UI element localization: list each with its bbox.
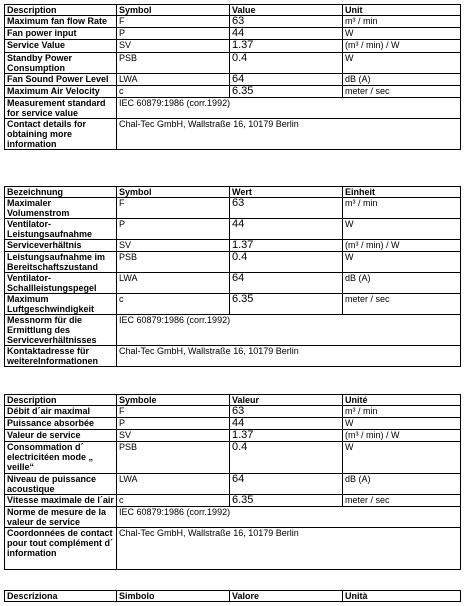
row-description: Maximum Air Velocity <box>5 86 117 98</box>
row-symbol: P <box>117 418 230 430</box>
row-unit: (m³ / min) / W <box>343 240 461 252</box>
row-value: 1.37 <box>230 40 343 53</box>
row-description: Niveau de puissance acoustique <box>5 474 117 495</box>
row-unit: meter / sec <box>343 495 461 507</box>
table-header-row <box>5 187 461 198</box>
table-row <box>5 86 461 98</box>
row-description: Vitesse maximale de l´air <box>5 495 117 507</box>
row-symbol: LWA <box>117 74 230 86</box>
row-value: 64 <box>230 74 343 86</box>
row-symbol: F <box>117 16 230 28</box>
spec-table-french <box>4 394 461 570</box>
row-description: Puissance absorbée <box>5 418 117 430</box>
row-description: Coordonnées de contact pour tout complément d´ information <box>5 528 117 570</box>
header-description: Description <box>5 5 117 16</box>
table-row <box>5 28 461 40</box>
row-description: Consommation d´ electricitéen mode „ veille“ <box>5 442 117 474</box>
row-unit: W <box>343 219 461 240</box>
row-unit: W <box>343 53 461 74</box>
row-unit: W <box>343 28 461 40</box>
row-description: Service Value <box>5 40 117 53</box>
table-row <box>5 74 461 86</box>
table-row <box>5 346 461 367</box>
table-row <box>5 252 461 273</box>
row-description: Maximum fan flow Rate <box>5 16 117 28</box>
row-value: 63 <box>230 16 343 28</box>
row-symbol: SV <box>117 240 230 252</box>
table-row <box>5 273 461 294</box>
spec-table-german <box>4 186 461 367</box>
table-row <box>5 495 461 507</box>
row-unit: m³ / min <box>343 16 461 28</box>
row-symbol: PSB <box>117 252 230 273</box>
row-symbol: P <box>117 219 230 240</box>
spec-table-italian <box>4 590 461 602</box>
row-unit: W <box>343 418 461 430</box>
header-symbol: Symbol <box>117 5 230 16</box>
header-description: Descriziona <box>5 591 117 602</box>
row-unit: (m³ / min) / W <box>343 430 461 442</box>
row-description: Fan Sound Power Level <box>5 74 117 86</box>
table-row <box>5 418 461 430</box>
table-row <box>5 430 461 442</box>
row-description: Débit d´air maximal <box>5 406 117 418</box>
header-value: Valeur <box>230 395 343 406</box>
row-unit: W <box>343 252 461 273</box>
row-span-value: IEC 60879:1986 (corr.1992) <box>117 315 461 346</box>
row-unit: dB (A) <box>343 74 461 86</box>
table-header-row <box>5 395 461 406</box>
row-description: Leistungsaufnahme im Bereitschaftszustand <box>5 252 117 273</box>
table-row <box>5 53 461 74</box>
row-symbol: LWA <box>117 273 230 294</box>
row-description: Serviceverhältnis <box>5 240 117 252</box>
row-value: 64 <box>230 474 343 495</box>
row-value: 6.35 <box>230 86 343 98</box>
table-row <box>5 16 461 28</box>
table-row <box>5 315 461 346</box>
row-unit: meter / sec <box>343 86 461 98</box>
row-value: 63 <box>230 406 343 418</box>
row-value: 6.35 <box>230 495 343 507</box>
header-value: Valore <box>230 591 343 602</box>
table-row <box>5 294 461 315</box>
row-description: Norme de mesure de la valeur de service <box>5 507 117 528</box>
row-value: 63 <box>230 198 343 219</box>
row-unit: meter / sec <box>343 294 461 315</box>
row-unit: W <box>343 442 461 474</box>
header-symbol: Symbole <box>117 395 230 406</box>
row-symbol: c <box>117 294 230 315</box>
row-symbol: F <box>117 406 230 418</box>
row-value: 0.4 <box>230 442 343 474</box>
row-unit: (m³ / min) / W <box>343 40 461 53</box>
header-symbol: Symbol <box>117 187 230 198</box>
row-description: Ventilator-Leistungsaufnahme <box>5 219 117 240</box>
row-symbol: LWA <box>117 474 230 495</box>
row-value: 44 <box>230 418 343 430</box>
row-description: Measurement standard for service value <box>5 98 117 119</box>
row-value: 44 <box>230 28 343 40</box>
row-symbol: c <box>117 495 230 507</box>
row-description: Maximum Luftgeschwindigkeit <box>5 294 117 315</box>
row-description: Standby Power Consumption <box>5 53 117 74</box>
row-description: Contact details for obtaining more information <box>5 119 117 150</box>
row-description: Messnorm für die Ermittlung des Serviceverhältnisses <box>5 315 117 346</box>
row-symbol: PSB <box>117 442 230 474</box>
table-row <box>5 406 461 418</box>
table-row <box>5 528 461 570</box>
row-description: Kontaktadresse für weitereInformationen <box>5 346 117 367</box>
header-symbol: Simbolo <box>117 591 230 602</box>
row-symbol: P <box>117 28 230 40</box>
row-unit: dB (A) <box>343 273 461 294</box>
row-symbol: SV <box>117 430 230 442</box>
row-description: Ventilator-Schallleistungspegel <box>5 273 117 294</box>
row-value: 1.37 <box>230 430 343 442</box>
table-header-row <box>5 5 461 16</box>
row-description: Valeur de service <box>5 430 117 442</box>
table-row <box>5 119 461 150</box>
row-span-value: IEC 60879:1986 (corr.1992) <box>117 507 461 528</box>
row-symbol: F <box>117 198 230 219</box>
row-span-value: Chal-Tec GmbH, Wallstraße 16, 10179 Berlin <box>117 346 461 367</box>
row-unit: m³ / min <box>343 198 461 219</box>
row-description: Maximaler Volumenstrom <box>5 198 117 219</box>
table-row <box>5 442 461 474</box>
header-unit: Unit <box>343 5 461 16</box>
row-span-value: IEC 60879:1986 (corr.1992) <box>117 98 461 119</box>
table-row <box>5 219 461 240</box>
table-row <box>5 474 461 495</box>
table-row <box>5 40 461 53</box>
header-description: Description <box>5 395 117 406</box>
header-value: Value <box>230 5 343 16</box>
header-unit: Unità <box>343 591 461 602</box>
table-row <box>5 198 461 219</box>
row-value: 64 <box>230 273 343 294</box>
row-unit: dB (A) <box>343 474 461 495</box>
row-value: 6.35 <box>230 294 343 315</box>
row-symbol: SV <box>117 40 230 53</box>
row-description: Fan power input <box>5 28 117 40</box>
table-row <box>5 507 461 528</box>
row-symbol: PSB <box>117 53 230 74</box>
row-span-value: Chal-Tec GmbH, Wallstraße 16, 10179 Berlin <box>117 528 461 570</box>
row-value: 1.37 <box>230 240 343 252</box>
table-row <box>5 98 461 119</box>
header-description: Bezeichnung <box>5 187 117 198</box>
row-span-value: Chal-Tec GmbH, Wallstraße 16, 10179 Berlin <box>117 119 461 150</box>
row-unit: m³ / min <box>343 406 461 418</box>
table-row <box>5 240 461 252</box>
table-header-row <box>5 591 461 602</box>
row-value: 0.4 <box>230 252 343 273</box>
row-symbol: c <box>117 86 230 98</box>
header-value: Wert <box>230 187 343 198</box>
row-value: 44 <box>230 219 343 240</box>
header-unit: Unité <box>343 395 461 406</box>
spec-table-english <box>4 4 461 150</box>
header-unit: Einheit <box>343 187 461 198</box>
row-value: 0.4 <box>230 53 343 74</box>
